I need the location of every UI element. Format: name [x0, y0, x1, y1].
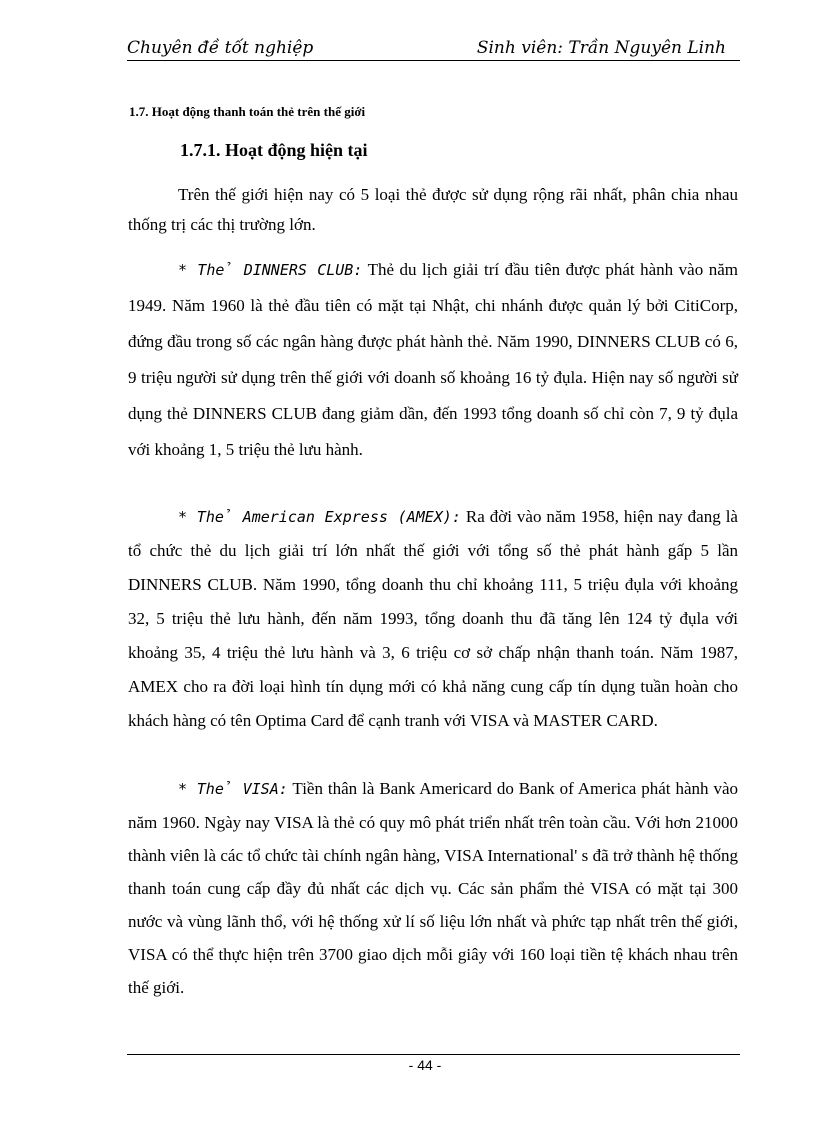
paragraph-text: Ra đời vào năm 1958, hiện nay đang là tổ chức thẻ du lịch giải trí lớn nhất thế giới với tổng số thẻ phát hành gấp 5 lần DINNERS CLUB. Năm 1990, tổng doanh thu chỉ khoảng 111, 5 triệu đụla với khoảng 32, 5 triệu thẻ lưu hành, đến năm 1993, tổng doanh thu đã tăng lên 124 tỷ đụla với khoảng 35, 4 triệu thẻ lưu hành và 3, 6 triệu cơ sở chấp nhận thanh toán. Năm 1987, AMEX cho ra đời loại hình tín dụng mới có khả năng cung cấp tín dụng tuần hoàn cho khách hàng có tên Optima Card để cạnh tranh với VISA và MASTER CARD. — [128, 507, 738, 730]
paragraph-visa — [128, 772, 738, 1004]
paragraph-text: Thẻ du lịch giải trí đầu tiên được phát hành vào năm 1949. Năm 1960 là thẻ đầu tiên có mặt tại Nhật, chi nhánh được quản lý bởi CitiCorp, đứng đầu trong số các ngân hàng được phát hành thẻ. Năm 1990, DINNERS CLUB có 6, 9 triệu người sử dụng trên thế giới với doanh số khoảng 16 tỷ đụla. Hiện nay số người sử dụng thẻ DINNERS CLUB đang giảm dần, đến 1993 tổng doanh số chỉ còn 7, 9 tỷ đụla với khoảng 1, 5 triệu thẻ lưu hành. — [128, 260, 738, 459]
paragraph-text: Tiền thân là Bank Americard do Bank of America phát hành vào năm 1960. Ngày nay VISA là thẻ có quy mô phát triển nhất trên toàn cầu. Với hơn 21000 thành viên là các tổ chức tài chính ngân hàng, VISA International' s đã trở thành hệ thống thanh toán cung cấp đầy đủ nhất các dịch vụ. Các sản phẩm thẻ VISA có mặt tại 300 nước và vùng lãnh thổ, với hệ thống xử lí số liệu lớn nhất và phức tạp nhất trên thế giới, VISA có thể thực hiện trên 3700 giao dịch mỗi giây với 160 loại tiền tệ khách nhau trên thế giới. — [128, 779, 738, 997]
header-divider — [127, 60, 740, 61]
paragraph-label: * Thẻ VISA: — [178, 780, 288, 798]
paragraph-label: * Thẻ DINNERS CLUB: — [178, 261, 363, 279]
section-heading: 1.7. Hoạt động thanh toán thẻ trên thế giới — [129, 104, 366, 119]
page-number: - 44 - — [408, 1057, 442, 1073]
header-document-title: Chuyên đề tốt nghiệp — [127, 38, 314, 58]
footer-divider — [127, 1054, 740, 1055]
paragraph-intro — [128, 180, 738, 240]
paragraph-dinners-club — [128, 252, 738, 468]
page-header — [127, 38, 740, 60]
paragraph-amex — [128, 500, 738, 738]
paragraph-label: * Thẻ American Express (AMEX): — [178, 508, 461, 526]
subsection-heading: 1.7.1. Hoạt động hiện tại — [180, 140, 368, 160]
paragraph-text: Trên thế giới hiện nay có 5 loại thẻ được sử dụng rộng rãi nhất, phân chia nhau thống trị các thị trường lớn. — [128, 185, 738, 234]
header-student-name: Sinh viên: Trần Nguyên Linh — [476, 38, 726, 58]
